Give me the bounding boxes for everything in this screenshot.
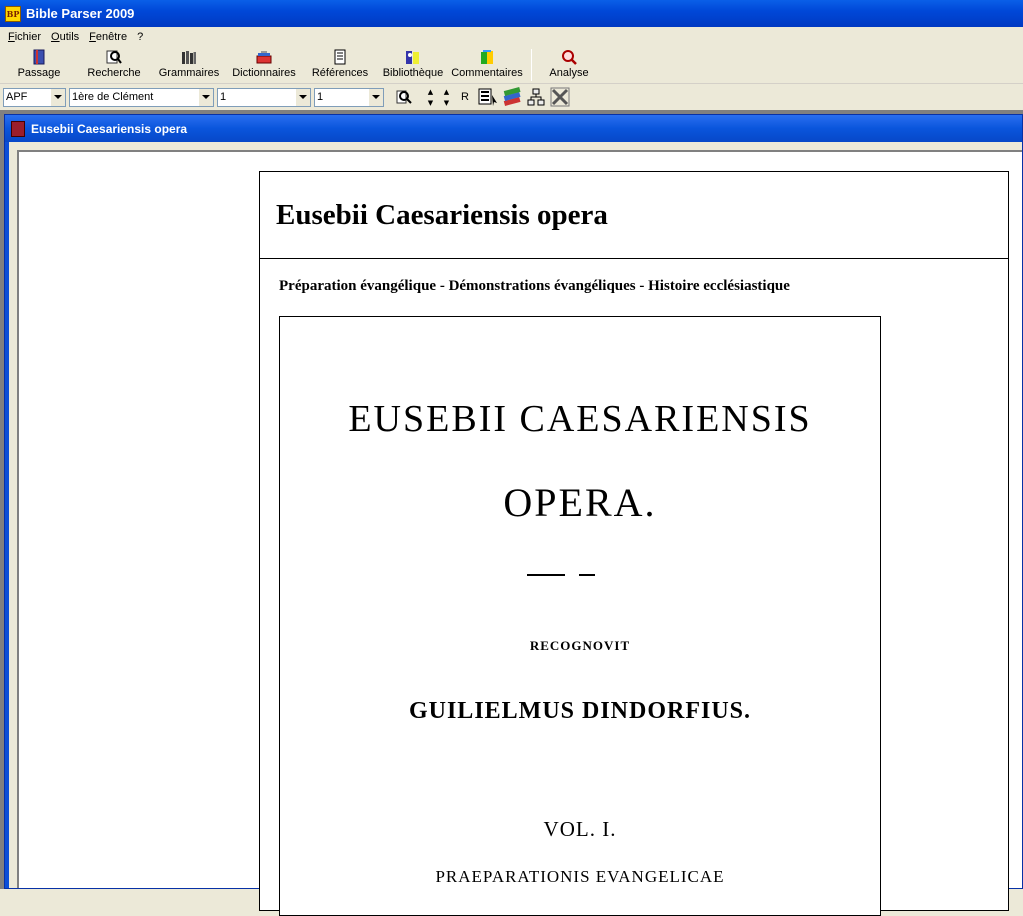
app-icon: BP xyxy=(5,6,21,22)
analysis-icon xyxy=(561,49,577,65)
text-cursor-icon xyxy=(478,87,498,107)
scan-volume: VOL. I. xyxy=(543,817,617,841)
spin-down-icon[interactable]: ▼ xyxy=(427,98,434,107)
text-view-button[interactable] xyxy=(477,86,499,108)
bibliotheque-button[interactable] xyxy=(377,46,449,83)
verse-spinner[interactable] xyxy=(439,86,454,108)
document-subtitle: Préparation évangélique - Démonstrations évangéliques - Histoire ecclésiastique xyxy=(279,278,790,294)
dictionary-icon xyxy=(256,49,272,65)
analyse-button[interactable] xyxy=(538,46,600,83)
verse-value: 1 xyxy=(317,91,324,103)
recherche-button[interactable] xyxy=(75,46,153,83)
scan-title-line1: EUSEBII CAESARIENSIS xyxy=(348,398,812,440)
books-icon xyxy=(181,49,197,65)
document-window-titlebar[interactable] xyxy=(5,115,1022,142)
version-select[interactable] xyxy=(3,88,66,107)
verse-select[interactable] xyxy=(314,88,384,107)
scan-recognovit: RECOGNOVIT xyxy=(529,638,631,653)
scan-praeparationis: PRAEPARATIONIS EVANGELICAE xyxy=(435,867,725,886)
tree-icon xyxy=(527,88,545,106)
scan-rule xyxy=(527,574,565,576)
books-stack-icon xyxy=(502,87,522,107)
commentary-icon xyxy=(479,49,495,65)
version-value: APF xyxy=(6,91,28,103)
app-titlebar xyxy=(0,0,1023,27)
chapter-spinner[interactable] xyxy=(423,86,438,108)
document-window xyxy=(4,114,1023,889)
chapter-value: 1 xyxy=(220,91,227,103)
passage-label: Passage xyxy=(17,67,61,79)
chevron-down-icon[interactable] xyxy=(50,89,65,106)
chevron-down-icon[interactable] xyxy=(198,89,213,106)
menubar xyxy=(0,27,1023,46)
document-header xyxy=(260,172,1008,259)
scan-title-line2: OPERA. xyxy=(503,480,657,525)
book-icon xyxy=(11,121,25,137)
document-view[interactable] xyxy=(17,150,1022,888)
spin-down-icon[interactable]: ▼ xyxy=(443,98,450,107)
search-icon xyxy=(396,89,412,105)
bibliotheque-label: Bibliothèque xyxy=(382,67,444,79)
app-title: Bible Parser 2009 xyxy=(26,6,135,21)
references-icon xyxy=(332,49,348,65)
spin-up-icon[interactable]: ▲ xyxy=(443,87,450,96)
r-button[interactable]: R xyxy=(461,91,469,103)
commentaires-button[interactable] xyxy=(449,46,525,83)
scan-rule xyxy=(579,574,595,576)
document-panel xyxy=(259,171,1009,911)
book-select[interactable] xyxy=(69,88,214,107)
tree-button[interactable] xyxy=(525,86,547,108)
scan-author: GUILIELMUS DINDORFIUS. xyxy=(408,698,752,724)
spin-up-icon[interactable]: ▲ xyxy=(427,87,434,96)
chapter-select[interactable] xyxy=(217,88,311,107)
book-value: 1ère de Clément xyxy=(72,91,154,103)
books-stack-button[interactable] xyxy=(501,86,523,108)
dictionnaires-button[interactable] xyxy=(225,46,303,83)
references-button[interactable] xyxy=(303,46,377,83)
book-icon xyxy=(31,49,47,65)
navigation-bar xyxy=(0,84,1023,110)
library-icon xyxy=(405,49,421,65)
menu-help[interactable]: ? xyxy=(137,30,144,43)
dictionnaires-label: Dictionnaires xyxy=(232,67,296,79)
menu-outils[interactable]: Outils xyxy=(51,30,80,43)
search-button[interactable] xyxy=(393,86,415,108)
search-book-icon xyxy=(106,49,122,65)
main-toolbar xyxy=(0,46,1023,84)
grammaires-label: Grammaires xyxy=(158,67,220,79)
passage-button[interactable] xyxy=(3,46,75,83)
toolbar-separator xyxy=(531,49,532,81)
chevron-down-icon[interactable] xyxy=(368,89,383,106)
recherche-label: Recherche xyxy=(87,67,141,79)
analyse-label: Analyse xyxy=(549,67,589,79)
tools-icon xyxy=(550,87,570,107)
title-page-scan xyxy=(279,316,881,916)
document-title: Eusebii Caesariensis opera xyxy=(276,198,608,231)
commentaires-label: Commentaires xyxy=(451,67,523,79)
document-window-body xyxy=(9,142,1022,888)
document-window-title: Eusebii Caesariensis opera xyxy=(31,121,188,136)
menu-fichier[interactable]: Fichier xyxy=(8,30,42,43)
menu-fenetre[interactable]: Fenêtre xyxy=(89,30,128,43)
references-label: Références xyxy=(311,67,369,79)
grammaires-button[interactable] xyxy=(153,46,225,83)
tools-button[interactable] xyxy=(549,86,571,108)
chevron-down-icon[interactable] xyxy=(295,89,310,106)
mdi-area xyxy=(0,110,1023,889)
